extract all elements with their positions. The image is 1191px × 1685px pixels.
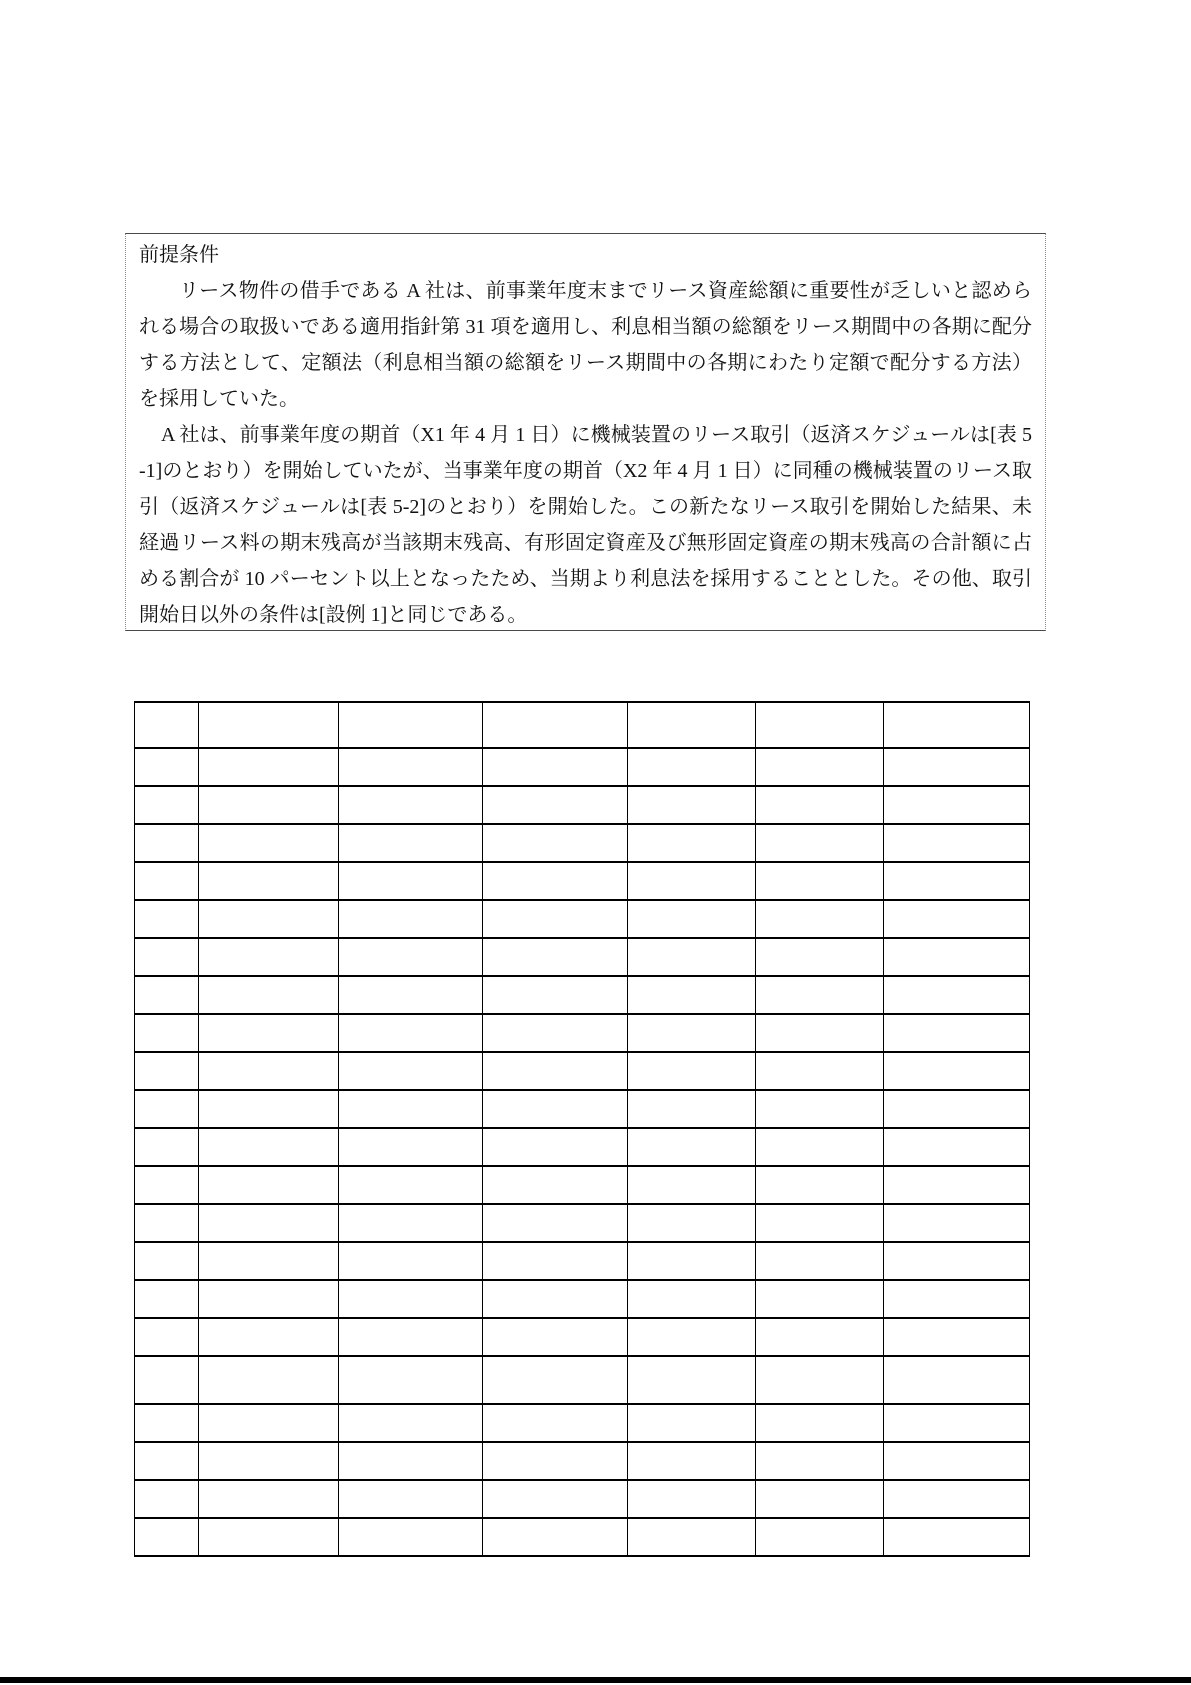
table-cell [339, 1204, 483, 1242]
table-cell [199, 748, 339, 786]
table-cell [756, 1518, 884, 1556]
table-cell [756, 1480, 884, 1518]
table-cell [756, 1090, 884, 1128]
table-cell [135, 862, 199, 900]
table-cell [339, 900, 483, 938]
table-cell [884, 900, 1030, 938]
table-cell [628, 1356, 756, 1404]
table-cell [135, 1480, 199, 1518]
table-cell [483, 1014, 628, 1052]
table-cell [135, 1442, 199, 1480]
table-cell [884, 1480, 1030, 1518]
table-cell [199, 1090, 339, 1128]
table-cell [756, 976, 884, 1014]
table-cell [628, 1052, 756, 1090]
table-cell [483, 1242, 628, 1280]
table-cell [884, 1242, 1030, 1280]
table-cell [483, 1442, 628, 1480]
table-cell [884, 786, 1030, 824]
table-cell [628, 702, 756, 748]
table-cell [483, 862, 628, 900]
table-cell [135, 976, 199, 1014]
table-cell [339, 1280, 483, 1318]
table-cell [884, 824, 1030, 862]
table-cell [756, 1166, 884, 1204]
table-cell [199, 702, 339, 748]
table-cell [483, 938, 628, 976]
table-cell [135, 1242, 199, 1280]
table-cell [135, 786, 199, 824]
empty-schedule-table [134, 701, 1030, 1557]
table-row [135, 1242, 1030, 1280]
table-cell [199, 1242, 339, 1280]
table-cell [483, 786, 628, 824]
table-cell [339, 786, 483, 824]
table-cell [135, 824, 199, 862]
table-cell [199, 824, 339, 862]
table-row [135, 862, 1030, 900]
table-row [135, 1090, 1030, 1128]
table-cell [199, 862, 339, 900]
table-cell [756, 862, 884, 900]
table-cell [339, 702, 483, 748]
table-cell [483, 1166, 628, 1204]
table-cell [135, 1166, 199, 1204]
table-cell [884, 1518, 1030, 1556]
table-cell [628, 938, 756, 976]
table-cell [199, 938, 339, 976]
table-cell [756, 1356, 884, 1404]
table-cell [884, 1014, 1030, 1052]
table-cell [483, 702, 628, 748]
table-cell [628, 786, 756, 824]
table-cell [884, 1166, 1030, 1204]
table-cell [628, 976, 756, 1014]
table-cell [135, 1318, 199, 1356]
table-cell [628, 1318, 756, 1356]
table-cell [339, 1518, 483, 1556]
table-cell [199, 1204, 339, 1242]
table-cell [199, 1052, 339, 1090]
table-cell [628, 1166, 756, 1204]
table-cell [756, 1242, 884, 1280]
table-cell [135, 1356, 199, 1404]
table-cell [628, 1518, 756, 1556]
precondition-paragraph-1: リース物件の借手である A 社は、前事業年度末までリース資産総額に重要性が乏しいと認められる場合の取扱いである適用指針第 31 項を適用し、利息相当額の総額をリース期間中の各期に配分する方法として、定額法（利息相当額の総額をリース期間中の各期にわたり定額で配分する方法）を採用していた。 [139, 280, 1032, 410]
table-cell [483, 900, 628, 938]
table-cell [135, 702, 199, 748]
table-cell [339, 1442, 483, 1480]
table-cell [756, 786, 884, 824]
table-cell [483, 1518, 628, 1556]
table-cell [884, 1090, 1030, 1128]
table-cell [884, 976, 1030, 1014]
table-cell [756, 1318, 884, 1356]
table-cell [339, 748, 483, 786]
table-cell [756, 748, 884, 786]
table-row [135, 1052, 1030, 1090]
table-cell [483, 748, 628, 786]
table-row [135, 702, 1030, 748]
table-cell [884, 748, 1030, 786]
table-cell [628, 862, 756, 900]
table-cell [339, 1014, 483, 1052]
table-cell [884, 1356, 1030, 1404]
table-cell [628, 1204, 756, 1242]
table-cell [135, 1280, 199, 1318]
table-row [135, 1318, 1030, 1356]
table-cell [339, 824, 483, 862]
table-row [135, 1280, 1030, 1318]
table-row [135, 938, 1030, 976]
table-cell [199, 1280, 339, 1318]
table-cell [884, 1128, 1030, 1166]
table-cell [199, 1356, 339, 1404]
table-row [135, 1480, 1030, 1518]
table-cell [884, 862, 1030, 900]
table-cell [135, 1128, 199, 1166]
table-cell [628, 1280, 756, 1318]
table-body [135, 702, 1030, 1556]
table-row [135, 1128, 1030, 1166]
table-cell [884, 1442, 1030, 1480]
table-cell [339, 1128, 483, 1166]
table-row [135, 1442, 1030, 1480]
box-title: 前提条件 [139, 244, 219, 266]
table-cell [135, 1204, 199, 1242]
table-cell [483, 976, 628, 1014]
table-cell [628, 1442, 756, 1480]
table-cell [884, 938, 1030, 976]
table-cell [339, 1356, 483, 1404]
table-cell [339, 1090, 483, 1128]
table-cell [483, 1090, 628, 1128]
table-cell [884, 702, 1030, 748]
table-cell [756, 938, 884, 976]
table-cell [339, 862, 483, 900]
precondition-paragraph-2: A 社は、前事業年度の期首（X1 年 4 月 1 日）に機械装置のリース取引（返済スケジュールは[表 5-1]のとおり）を開始していたが、当事業年度の期首（X2 年 4 月 1 日）に同種の機械装置のリース取引（返済スケジュールは[表 5-2]のとおり）を開始した。この新たなリース取引を開始した結果、未経過リース料の期末残高が当該期末残高、有形固定資産及び無形固定資産の期末残高の合計額に占める割合が 10 パーセント以上となったため、当期より利息法を採用することとした。その他、取引開始日以外の条件は[設例 1]と同じである。 [139, 424, 1032, 626]
table-row [135, 1356, 1030, 1404]
table-cell [628, 1242, 756, 1280]
table-cell [135, 1404, 199, 1442]
table-cell [483, 824, 628, 862]
table-cell [628, 900, 756, 938]
table-cell [628, 824, 756, 862]
table-cell [483, 1356, 628, 1404]
table-cell [483, 1480, 628, 1518]
table-cell [483, 1280, 628, 1318]
table-cell [884, 1404, 1030, 1442]
table-cell [483, 1204, 628, 1242]
table-row [135, 786, 1030, 824]
table-cell [339, 976, 483, 1014]
table-cell [628, 1090, 756, 1128]
table-cell [199, 976, 339, 1014]
table-row [135, 748, 1030, 786]
table-cell [339, 1166, 483, 1204]
table-cell [756, 824, 884, 862]
table-cell [756, 702, 884, 748]
table-cell [135, 1518, 199, 1556]
table-cell [756, 1442, 884, 1480]
table-cell [339, 1242, 483, 1280]
table-cell [199, 1014, 339, 1052]
table-cell [339, 1318, 483, 1356]
table-cell [483, 1404, 628, 1442]
table-cell [756, 1280, 884, 1318]
table-cell [199, 1518, 339, 1556]
table-cell [135, 1014, 199, 1052]
table-cell [483, 1318, 628, 1356]
table-cell [756, 900, 884, 938]
table-cell [339, 1480, 483, 1518]
table-cell [199, 900, 339, 938]
table-cell [339, 1052, 483, 1090]
table-cell [884, 1318, 1030, 1356]
table-cell [756, 1128, 884, 1166]
table-cell [135, 938, 199, 976]
table-row [135, 1518, 1030, 1556]
table-row [135, 824, 1030, 862]
table-cell [135, 900, 199, 938]
table-cell [756, 1204, 884, 1242]
table-row [135, 1204, 1030, 1242]
table-row [135, 976, 1030, 1014]
table-cell [756, 1404, 884, 1442]
table-row [135, 1166, 1030, 1204]
table-cell [199, 786, 339, 824]
table-row [135, 900, 1030, 938]
table-cell [483, 1052, 628, 1090]
table-cell [135, 1090, 199, 1128]
table-cell [756, 1052, 884, 1090]
table-cell [628, 1404, 756, 1442]
table-cell [483, 1128, 628, 1166]
table-cell [135, 1052, 199, 1090]
table-cell [199, 1128, 339, 1166]
table-cell [199, 1442, 339, 1480]
table-cell [628, 748, 756, 786]
table-cell [884, 1280, 1030, 1318]
table-cell [199, 1480, 339, 1518]
table-cell [628, 1480, 756, 1518]
table-cell [884, 1052, 1030, 1090]
table-cell [884, 1204, 1030, 1242]
table-row [135, 1014, 1030, 1052]
table-cell [339, 1404, 483, 1442]
table-cell [756, 1014, 884, 1052]
table-cell [199, 1166, 339, 1204]
table-cell [628, 1014, 756, 1052]
table-row [135, 1404, 1030, 1442]
precondition-box [125, 233, 1046, 631]
page-bottom-rule [0, 1677, 1191, 1683]
table-cell [339, 938, 483, 976]
table-cell [199, 1318, 339, 1356]
table-cell [628, 1128, 756, 1166]
table-cell [135, 748, 199, 786]
table-cell [199, 1404, 339, 1442]
